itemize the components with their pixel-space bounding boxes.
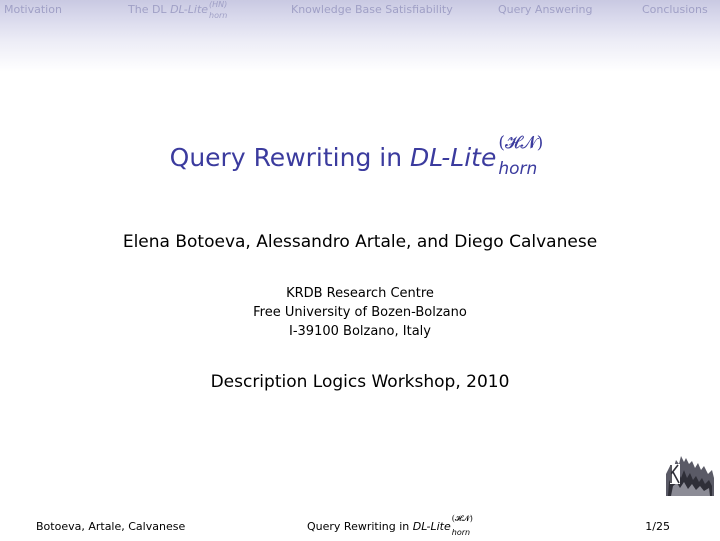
nav-conclusions[interactable]: Conclusions xyxy=(642,3,708,16)
nav-the-dl-sup: (HN) xyxy=(209,0,228,9)
title-prefix: Query Rewriting in xyxy=(169,143,411,172)
nav-the-dl-scripts xyxy=(208,0,230,20)
nav-the-dl-sub: horn xyxy=(209,11,228,20)
top-navigation-bar xyxy=(0,0,720,72)
nav-items xyxy=(0,0,720,23)
title-scripts xyxy=(496,133,550,179)
title-sup: (𝓗𝓝) xyxy=(498,133,544,153)
affiliation-line-2: Free University of Bozen-Bolzano xyxy=(253,305,467,320)
slide-footer xyxy=(0,514,720,541)
title-sub: horn xyxy=(498,159,538,179)
footer-page-number: 1/25 xyxy=(645,520,670,533)
nav-knowledge-base-satisfiability[interactable]: Knowledge Base Satisfiability xyxy=(291,3,453,16)
affiliation-line-3: I-39100 Bolzano, Italy xyxy=(289,324,431,339)
footer-title-scripts xyxy=(451,514,481,537)
nav-the-dl[interactable] xyxy=(128,0,230,20)
event-name: Description Logics Workshop, 2010 xyxy=(210,372,510,392)
footer-title-sub: horn xyxy=(451,528,471,537)
nav-motivation[interactable]: Motivation xyxy=(4,3,62,16)
slide-title xyxy=(0,133,720,179)
footer-authors: Botoeva, Artale, Calvanese xyxy=(36,520,186,533)
footer-title xyxy=(307,514,481,537)
affiliation-line-1: KRDB Research Centre xyxy=(286,286,434,301)
footer-title-prefix: Query Rewriting in xyxy=(307,520,413,533)
nav-the-dl-italic: DL-Lite xyxy=(170,3,209,16)
footer-title-italic: DL-Lite xyxy=(412,520,451,533)
nav-query-answering[interactable]: Query Answering xyxy=(498,3,593,16)
footer-title-sup: (𝓗𝓝) xyxy=(451,514,473,523)
nav-the-dl-prefix: The DL xyxy=(128,3,171,16)
authors: Elena Botoeva, Alessandro Artale, and Diego Calvanese xyxy=(122,232,598,252)
krdb-logo xyxy=(662,452,716,496)
title-italic: DL-Lite xyxy=(410,143,497,172)
